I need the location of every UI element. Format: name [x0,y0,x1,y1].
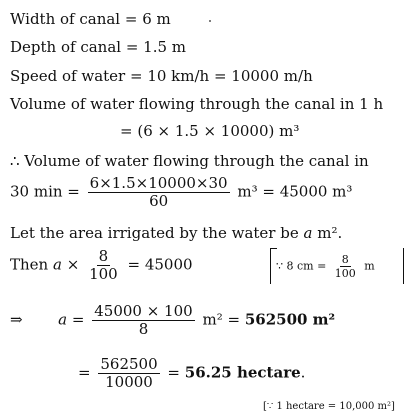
volume-1h-expression [120,122,299,140]
hectare-conversion-line [78,356,305,391]
solve-equals: = [71,310,85,329]
volume-30min-text: ∴ Volume of water flowing through the canal in [10,152,369,170]
depth-fraction [87,248,120,283]
volume-1h-value: = (6 × 1.5 × 10000) m³ [120,122,300,140]
implies-arrow: ⇒ [10,310,23,329]
volume-30min-line [10,175,352,210]
hectare-note [263,398,395,416]
fraction-denominator: 100 [334,267,356,280]
note-fraction [333,253,358,280]
then-result: = 45000 [127,255,193,274]
fraction-denominator: 60 [149,192,169,210]
hectare-mid-equals: = [167,363,180,382]
hectare-result: 56.25 hectare [184,363,301,382]
volume-30min-prefix: 30 min = [10,182,80,201]
fraction-numerator: 562500 [100,355,158,373]
volume-30min-result: m³ = 45000 m³ [237,182,353,201]
then-equation-line [10,248,193,283]
speed-text: Speed of water = 10 km/h = 10000 m/h [10,67,313,85]
width-line [10,10,171,28]
fraction-numerator: 45000 × 100 [94,302,193,320]
then-times: × [66,255,80,274]
volume-1h-text: Volume of water flowing through the canal in 1 h [10,95,384,113]
depth-line [10,38,186,56]
volume-30min-heading [10,152,369,170]
fraction-numerator: 6×1.5×10000×30 [89,174,228,192]
volume-30min-fraction [88,175,230,210]
volume-1h-heading [10,95,383,113]
speck-mark [209,20,211,22]
area-assumption-text: Let the area irrigated by the water be [10,224,299,242]
solve-variable: a [58,310,68,329]
unit-conversion-note [276,253,375,280]
note-unit: m [364,259,375,273]
area-unit-equals: m² = [202,310,241,329]
depth-text: Depth of canal = 1.5 m [10,38,187,56]
fraction-numerator: 8 [341,253,349,266]
hectare-equals: = [78,363,91,382]
area-unit: m². [317,224,343,242]
area-solve-line [10,303,335,338]
width-text: Width of canal = 6 m [10,10,171,28]
area-fraction [92,303,194,338]
area-assumption-line [10,224,342,242]
fraction-denominator: 8 [138,320,149,338]
hectare-fraction [98,356,159,391]
fraction-denominator: 100 [89,265,118,283]
then-variable: a [52,255,62,274]
hectare-period: . [300,363,306,382]
area-variable: a [303,224,313,242]
speed-line [10,67,313,85]
area-result: 562500 m² [244,310,336,329]
fraction-numerator: 8 [98,247,109,265]
hectare-note-text: [∵ 1 hectare = 10,000 m²] [263,401,395,412]
note-prefix: ∵ 8 cm = [276,259,327,273]
fraction-denominator: 10000 [105,373,153,391]
then-label: Then [10,255,49,274]
